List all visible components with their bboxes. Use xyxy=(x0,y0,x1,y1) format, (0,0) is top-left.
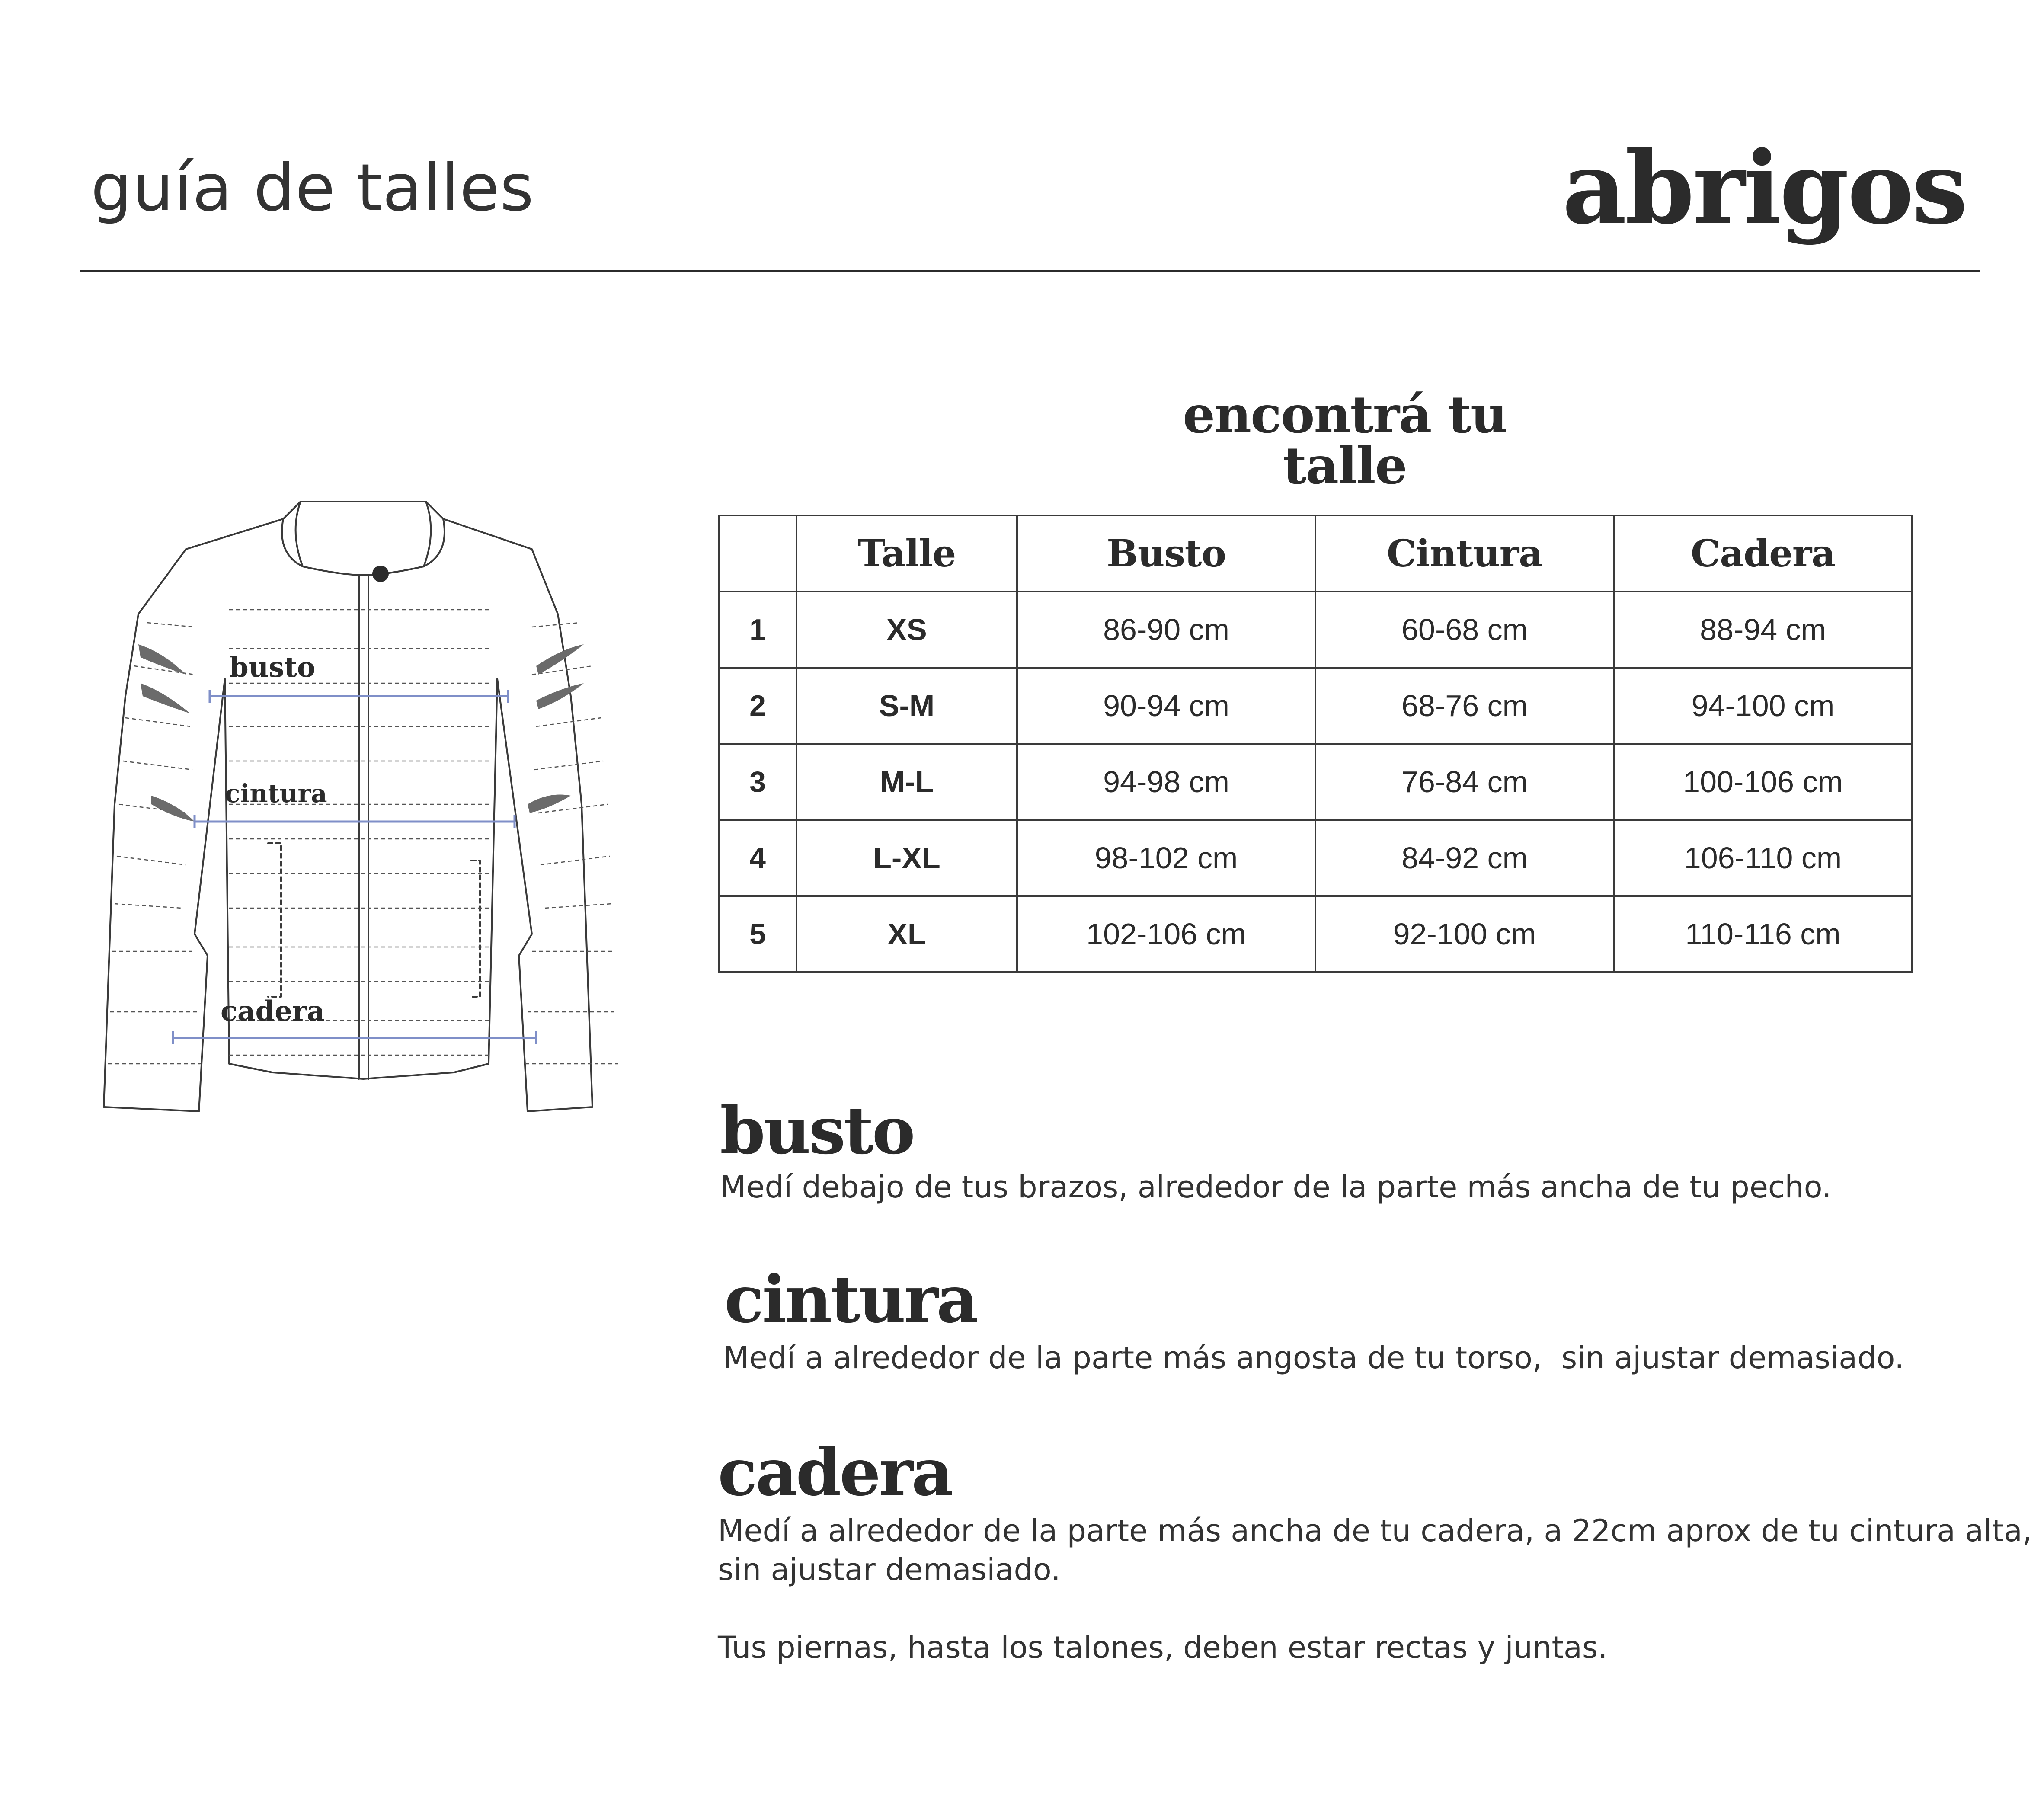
table-row xyxy=(719,592,1912,668)
row-index: 4 xyxy=(719,820,796,896)
collar xyxy=(296,502,431,575)
section-title-cintura: cintura xyxy=(724,1261,977,1337)
col-header-busto: Busto xyxy=(1017,515,1315,592)
collar-snap xyxy=(372,566,389,582)
cell-cadera: 94-100 cm xyxy=(1614,668,1912,744)
page-title: guía de talles xyxy=(91,150,534,226)
table-header-row xyxy=(719,515,1912,592)
label-cintura: cintura xyxy=(225,779,327,808)
cell-talle: XL xyxy=(796,896,1017,972)
cell-busto: 102-106 cm xyxy=(1017,896,1315,972)
brand-logo: abrigos xyxy=(1562,130,1966,246)
cell-talle: M-L xyxy=(796,744,1017,820)
cell-busto: 94-98 cm xyxy=(1017,744,1315,820)
cell-busto: 86-90 cm xyxy=(1017,592,1315,668)
row-index: 2 xyxy=(719,668,796,744)
col-header-index xyxy=(719,515,796,592)
header-divider xyxy=(80,270,1980,272)
section-title-cadera: cadera xyxy=(718,1434,952,1510)
table-row xyxy=(719,896,1912,972)
section-text-cintura: Medí a alrededor de la parte más angosta de tu torso, sin ajustar demasiado. xyxy=(723,1340,1904,1376)
cell-busto: 98-102 cm xyxy=(1017,820,1315,896)
jacket-diagram xyxy=(99,493,627,1124)
cell-cintura: 76-84 cm xyxy=(1315,744,1614,820)
col-header-talle: Talle xyxy=(796,515,1017,592)
cadera-measure-line xyxy=(173,1031,536,1044)
quilting-lines xyxy=(108,610,618,1064)
section-text-cadera-line1: Medí a alrededor de la parte más ancha de tu cadera, a 22cm aprox de tu cintura alta, xyxy=(718,1513,2032,1548)
col-header-cadera: Cadera xyxy=(1614,515,1912,592)
cell-cintura: 84-92 cm xyxy=(1315,820,1614,896)
section-text-busto: Medí debajo de tus brazos, alrededor de la parte más ancha de tu pecho. xyxy=(720,1169,1832,1205)
cell-cintura: 92-100 cm xyxy=(1315,896,1614,972)
cell-talle: XS xyxy=(796,592,1017,668)
section-title-busto: busto xyxy=(720,1093,914,1169)
row-index: 5 xyxy=(719,896,796,972)
cell-talle: L-XL xyxy=(796,820,1017,896)
cell-cadera: 110-116 cm xyxy=(1614,896,1912,972)
section-text-cadera-line2: sin ajustar demasiado. xyxy=(718,1552,1061,1587)
cell-cadera: 100-106 cm xyxy=(1614,744,1912,820)
table-heading: encontrá tu talle xyxy=(1183,384,1507,496)
label-cadera: cadera xyxy=(221,995,325,1027)
cell-cadera: 88-94 cm xyxy=(1614,592,1912,668)
cell-cintura: 60-68 cm xyxy=(1315,592,1614,668)
cell-cintura: 68-76 cm xyxy=(1315,668,1614,744)
table-row xyxy=(719,820,1912,896)
col-header-cintura: Cintura xyxy=(1315,515,1614,592)
table-row xyxy=(719,668,1912,744)
row-index: 3 xyxy=(719,744,796,820)
row-index: 1 xyxy=(719,592,796,668)
zipper xyxy=(359,575,368,1079)
cell-cadera: 106-110 cm xyxy=(1614,820,1912,896)
cell-talle: S-M xyxy=(796,668,1017,744)
table-row xyxy=(719,744,1912,820)
label-busto: busto xyxy=(229,651,316,684)
jacket-outline xyxy=(104,502,592,1111)
section-note-cadera: Tus piernas, hasta los talones, deben estar rectas y juntas. xyxy=(718,1630,1608,1665)
size-table xyxy=(718,515,1913,973)
cell-busto: 90-94 cm xyxy=(1017,668,1315,744)
cintura-measure-line xyxy=(195,815,515,828)
